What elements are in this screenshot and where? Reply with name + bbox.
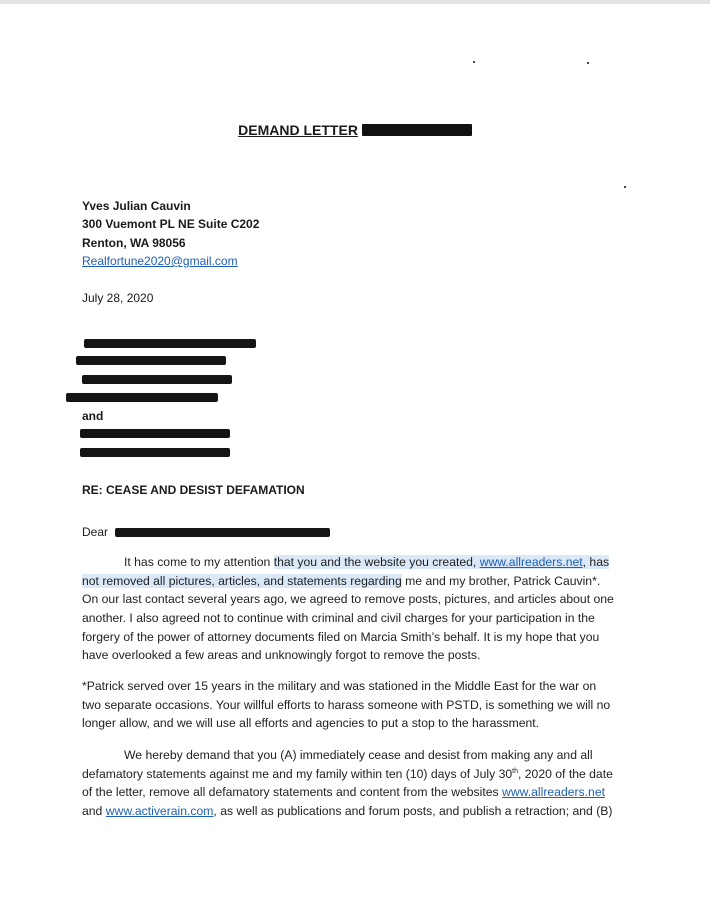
paragraph-line: forgery of the power of attorney documents filed on Marcia Smith’s behalf. It is my hope that you [82, 629, 600, 644]
text-run: , 2020 of the date [518, 766, 613, 781]
text-run: It has come to my attention [124, 555, 274, 569]
paragraph-line: another. I also agreed not to continue with criminal and civil charges for your participation in the [82, 611, 595, 626]
allreaders-link[interactable]: www.allreaders.net [479, 555, 583, 569]
paragraph-line [82, 765, 634, 784]
redaction-block [84, 339, 256, 348]
recipient-and: and [82, 409, 104, 423]
letter-date: July 28, 2020 [82, 291, 154, 305]
redaction-block [362, 124, 472, 136]
text-run: that you and the website you created, [273, 555, 480, 569]
text-run: , as well as publications and forum posts, and publish a retraction; and (B) [213, 804, 613, 819]
letter-title [0, 122, 710, 138]
salutation-text: Dear [82, 525, 109, 539]
sender-name: Yves Julian Cauvin [82, 199, 191, 213]
superscript: th [512, 767, 518, 775]
paragraph-2 [82, 677, 634, 733]
text-run: , has [582, 555, 610, 569]
highlighted-text: not removed all pictures, articles, and statements regarding [82, 573, 402, 588]
paragraph-3 [82, 746, 634, 821]
paragraph-1 [82, 553, 634, 665]
redaction-block [115, 528, 330, 537]
salutation [82, 525, 326, 539]
subject-line: RE: CEASE AND DESIST DEFAMATION [82, 483, 305, 497]
redaction-block [66, 393, 218, 402]
paragraph-line [82, 553, 634, 572]
highlighted-text [274, 555, 609, 569]
sender-address-line2: Renton, WA 98056 [82, 236, 186, 250]
paragraph-line [82, 783, 634, 802]
redaction-block [80, 429, 230, 438]
sender-address-line1: 300 Vuemont PL NE Suite C202 [82, 217, 260, 231]
text-run: defamatory statements against me and my family within ten (10) days of July 30 [82, 766, 513, 781]
allreaders-link[interactable]: www.allreaders.net [502, 785, 605, 800]
sender-email-link[interactable]: Realfortune2020@gmail.com [82, 254, 238, 268]
paragraph-line [82, 802, 634, 821]
paragraph-line [82, 572, 634, 591]
text-run: of the letter, remove all defamatory statements and content from the websites [82, 785, 503, 800]
paragraph-line: longer allow, and we will use all efforts and agencies to put a stop to the harassment. [82, 716, 540, 731]
paragraph-line: On our last contact several years ago, we agreed to remove posts, pictures, and articles about one [82, 592, 614, 607]
redaction-block [76, 356, 226, 365]
activerain-link[interactable]: www.activerain.com [105, 804, 214, 819]
paragraph-line: have overlooked a few areas and unknowingly forgot to remove the posts. [82, 648, 481, 663]
text-run: and [82, 804, 106, 819]
title-text: DEMAND LETTER [238, 122, 358, 138]
redaction-block [80, 448, 230, 457]
text-run: me and my brother, Patrick Cauvin*. [401, 573, 601, 588]
paragraph-line: *Patrick served over 15 years in the military and was stationed in the Middle East for the war on [82, 679, 597, 693]
paragraph-line: two separate occasions. Your willful efforts to harass someone with PSTD, is something we will no [82, 697, 611, 712]
redaction-block [82, 375, 232, 384]
paragraph-line: We hereby demand that you (A) immediately cease and desist from making any and all [124, 748, 593, 762]
